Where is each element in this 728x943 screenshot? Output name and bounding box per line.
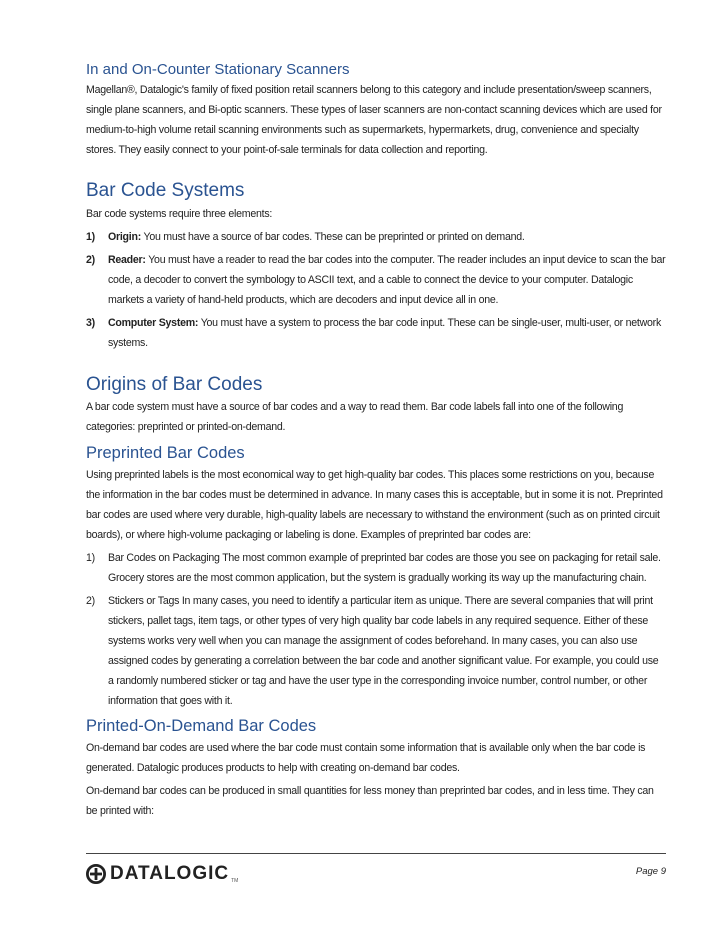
datalogic-logo (86, 864, 238, 884)
section-heading-on-demand: Printed-On-Demand Bar Codes (86, 717, 317, 735)
list-term: Origin: (108, 231, 141, 243)
list-item (86, 227, 666, 247)
list-number: 1) (86, 231, 95, 243)
list-number: 1) (86, 552, 95, 564)
list-term: Reader: (108, 254, 146, 266)
list-item (86, 548, 666, 588)
section-heading-preprinted: Preprinted Bar Codes (86, 444, 245, 462)
list-number: 2) (86, 595, 95, 607)
bar-code-elements-list (86, 227, 666, 353)
section-heading-stationary-scanners: In and On-Counter Stationary Scanners (86, 61, 350, 78)
preprinted-examples-list (86, 548, 666, 711)
list-number: 2) (86, 254, 95, 266)
section-heading-bar-code-systems: Bar Code Systems (86, 180, 245, 201)
list-item (86, 591, 666, 711)
on-demand-paragraph-2: On-demand bar codes can be produced in small quantities for less money than preprinted bar codes, and in less time. They can be printed with: (86, 785, 654, 817)
stationary-scanners-paragraph: Magellan®, Datalogic's family of fixed position retail scanners belong to this category and include presentation/sweep scanners, single plane scanners, and Bi-optic scanners. These types of laser scanners are non-contact scanning devices which are used for medium-to-high volume retail scanning environments such as supermarkets, hypermarkets, drug, convenience and specialty stores. They easily connect to your point-of-sale terminals for data collection and reporting. (86, 84, 662, 156)
list-term: Computer System: (108, 317, 199, 329)
document-page (86, 60, 666, 821)
list-text: Bar Codes on Packaging The most common example of preprinted bar codes are those you see on packaging for retail sale. Grocery stores are the most common application, but the system is gradually working its way up the manufacturing chain. (108, 552, 661, 584)
origins-paragraph: A bar code system must have a source of bar codes and a way to read them. Bar code labels fall into one of the following categories: preprinted or printed-on-demand. (86, 401, 624, 433)
list-number: 3) (86, 317, 95, 329)
list-text: You must have a reader to read the bar codes into the computer. The reader includes an input device to scan the bar code, a decoder to convert the symbology to ASCII text, and a cable to connect the device to your computer. Datalogic markets a variety of hand-held products, which are decoders and input device all in one. (108, 254, 666, 306)
footer-divider (86, 853, 666, 854)
section-heading-origins: Origins of Bar Codes (86, 374, 263, 395)
list-item (86, 250, 666, 310)
datalogic-mark-icon (86, 864, 106, 884)
list-item (86, 313, 666, 353)
page-number: Page 9 (635, 866, 666, 877)
list-text: You must have a source of bar codes. These can be preprinted or printed on demand. (140, 231, 525, 243)
trademark-symbol: TM (231, 878, 239, 884)
logo-wordmark: DATALOGIC (110, 863, 230, 884)
list-text: Stickers or Tags In many cases, you need to identify a particular item as unique. There are several companies that will print stickers, pallet tags, item tags, or other types of very high quality bar code labels in any required sequence. Either of these systems works very well when you can manage the assignment of codes beforehand. In many cases, you can also use assigned codes by generating a correlation between the bar code and another significant value. For example, you could use a randomly numbered sticker or tag and have the user type in the corresponding invoice number, control number, or other information that goes with it. (108, 595, 659, 707)
bar-code-systems-intro: Bar code systems require three elements: (86, 208, 273, 220)
list-text: You must have a system to process the bar code input. These can be single-user, multi-user, or network systems. (108, 317, 661, 349)
on-demand-paragraph-1: On-demand bar codes are used where the bar code must contain some information that is available only when the bar code is generated. Datalogic produces products to help with creating on-demand bar codes. (86, 742, 646, 774)
preprinted-paragraph: Using preprinted labels is the most economical way to get high-quality bar codes. This places some restrictions on you, because the information in the bar codes must be determined in advance. In many cases this is acceptable, but in some it is not. Preprinted bar codes are used where very durable, high-quality labels are necessary to withstand the environment (such as on printed circuit boards), or where high-volume packaging or labeling is done. Examples of preprinted bar codes are: (86, 469, 663, 541)
